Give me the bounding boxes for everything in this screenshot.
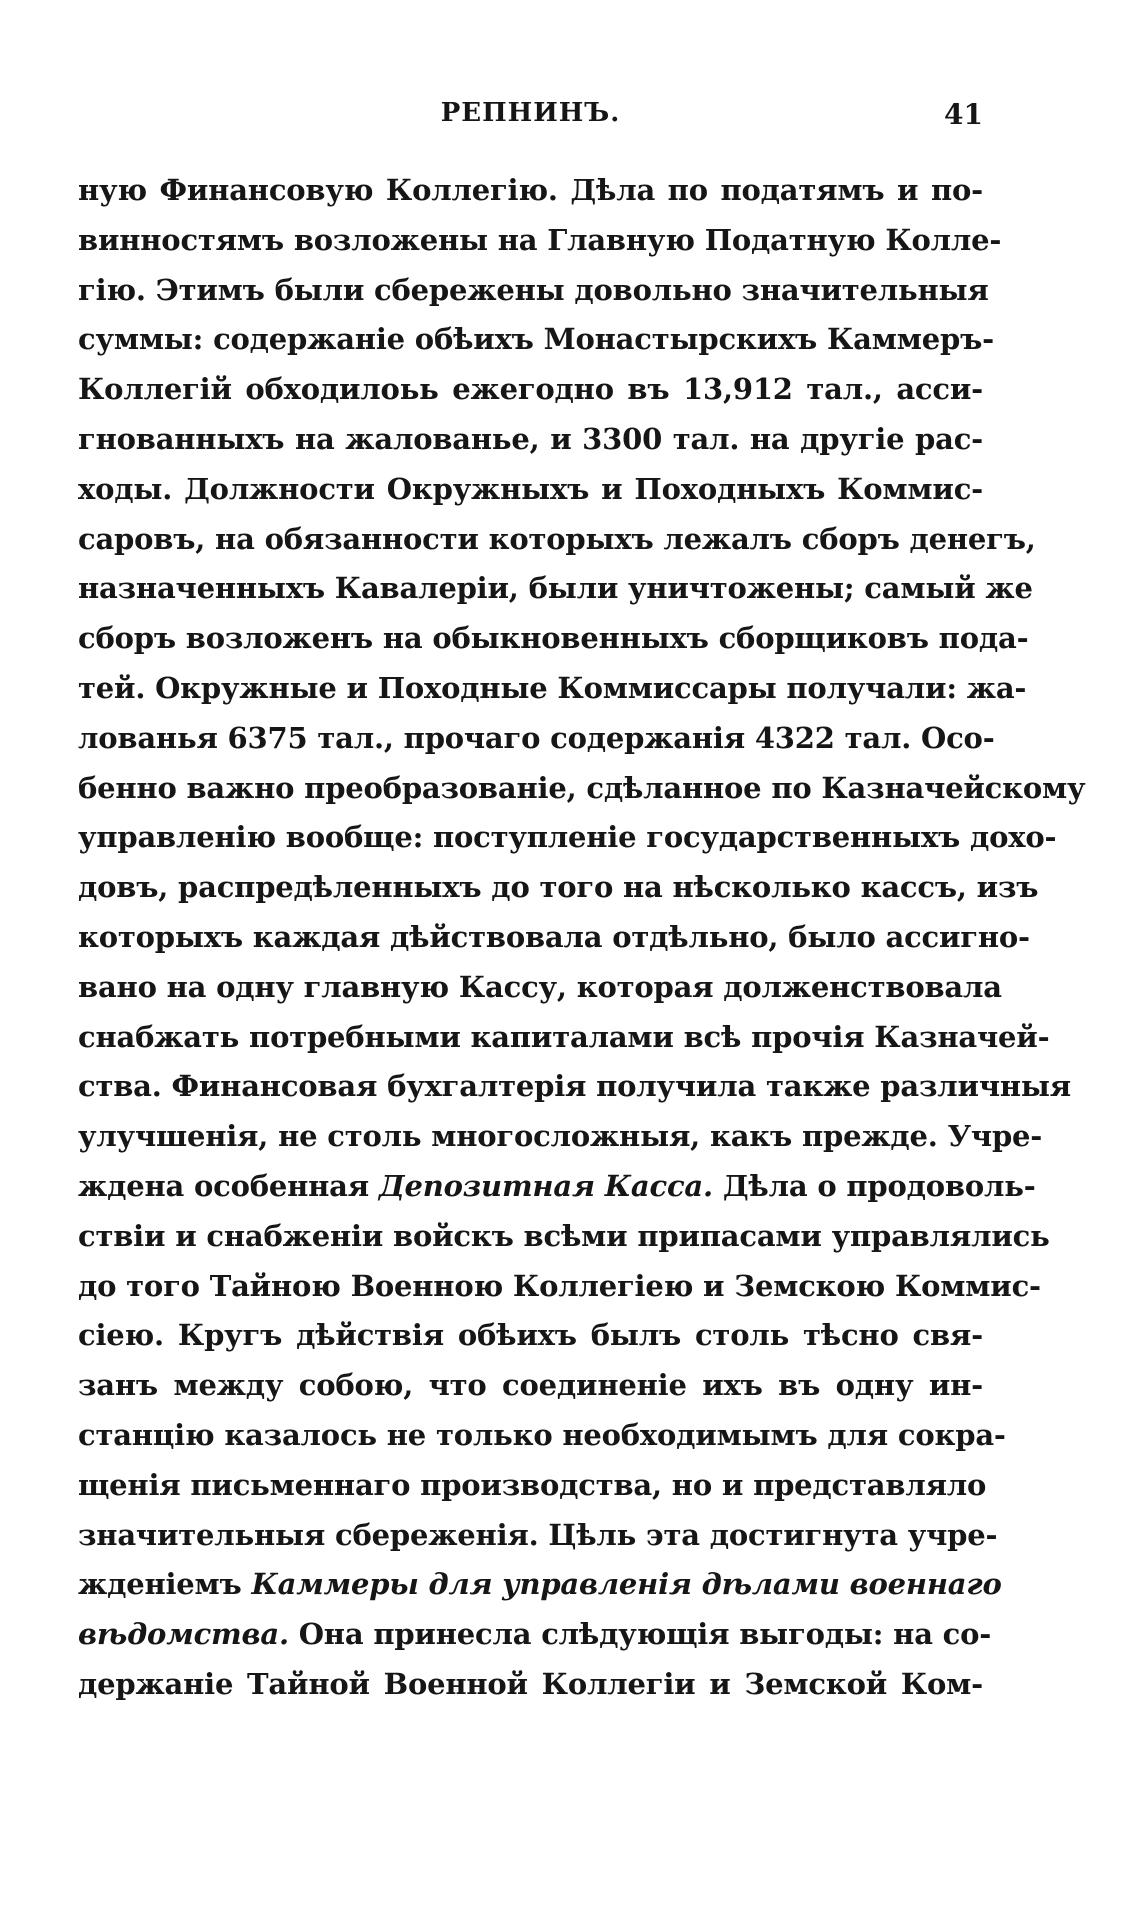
text-run: занъ между собою, что соединеніе ихъ въ одну ин- xyxy=(78,1368,983,1403)
text-line xyxy=(78,813,1057,863)
text-run: тей. Окружные и Походные Коммиссары получали: жа- xyxy=(78,670,1027,705)
text-line xyxy=(78,1311,983,1361)
text-line xyxy=(78,913,1030,963)
text-run: управленію вообще: поступленіе государственныхъ дохо- xyxy=(78,820,1057,855)
text-line xyxy=(78,1162,1036,1212)
text-line xyxy=(78,1212,1050,1262)
italic-text-run: Депозитная Касса. xyxy=(378,1168,713,1203)
text-run: бенно важно преобразованіе, сдѣланное по Казначейскому xyxy=(78,770,1086,805)
text-run: Коллегій обходилоьь ежегодно въ 13,912 тал., асси- xyxy=(78,372,983,407)
text-run: значительныя сбереженія. Цѣль эта достигнута учре- xyxy=(78,1517,998,1552)
text-line xyxy=(78,1411,1006,1461)
text-run: винностямъ возложены на Главную Податную Колле- xyxy=(78,222,1002,257)
page-number: 41 xyxy=(944,98,983,131)
text-line xyxy=(78,963,1002,1013)
text-line xyxy=(78,515,1036,565)
text-line xyxy=(78,1610,992,1660)
text-line xyxy=(78,1560,1002,1610)
text-run: ствіи и снабженіи войскъ всѣми припасами управлялись xyxy=(78,1218,1050,1253)
text-line xyxy=(78,266,989,316)
text-run: улучшенія, не столь многосложныя, какъ прежде. Учре- xyxy=(78,1119,1043,1154)
text-run: до того Тайною Военною Коллегіею и Земскою Коммис- xyxy=(78,1268,1041,1303)
text-run: ходы. Должности Окружныхъ и Походныхъ Коммис- xyxy=(78,471,983,506)
text-run: ждена особенная xyxy=(78,1168,379,1203)
text-line xyxy=(78,564,1033,614)
text-run: назначенныхъ Кавалеріи, были уничтожены; самый же xyxy=(78,571,1033,606)
text-run: сіею. Кругъ дѣйствія обѣихъ былъ столь тѣсно свя- xyxy=(78,1318,983,1353)
text-line xyxy=(78,863,1039,913)
text-line xyxy=(78,365,983,415)
text-line xyxy=(78,1511,998,1561)
text-line xyxy=(78,1013,1050,1063)
text-run: ную Финансовую Коллегію. Дѣла по податямъ и по- xyxy=(78,173,983,207)
text-line xyxy=(78,714,995,764)
text-line xyxy=(78,166,983,216)
text-run: сборъ возложенъ на обыкновенныхъ сборщиковъ пода- xyxy=(78,621,1029,656)
text-run: вано на одну главную Кассу, которая долженствовала xyxy=(78,969,1002,1004)
text-line xyxy=(78,415,983,465)
text-run: щенія письменнаго производства, но и представляло xyxy=(78,1467,987,1502)
body-text xyxy=(78,166,1086,1710)
text-run: Она принесла слѣдующія выгоды: на со- xyxy=(288,1617,992,1652)
text-run: станцію казалось не только необходимымъ для сокра- xyxy=(78,1417,1006,1452)
text-line xyxy=(78,1062,1071,1112)
text-line xyxy=(78,216,1002,266)
running-title: РЕПНИНЪ. xyxy=(440,98,621,128)
text-line xyxy=(78,1461,987,1511)
text-run: гнованныхъ на жалованье, и 3300 тал. на другіе рас- xyxy=(78,421,983,456)
text-run: довъ, распредѣленныхъ до того на нѣсколько кассъ, изъ xyxy=(78,870,1039,905)
text-run: держаніе Тайной Военной Коллегіи и Земской Ком- xyxy=(78,1666,983,1701)
text-run: суммы: содержаніе обѣихъ Монастырскихъ Каммеръ- xyxy=(78,322,994,357)
text-run: ства. Финансовая бухгалтерія получила также различныя xyxy=(78,1069,1071,1104)
text-run: жденіемъ xyxy=(78,1567,252,1602)
text-line xyxy=(78,1660,983,1710)
text-line xyxy=(78,764,1086,814)
text-run: Дѣла о продоволь- xyxy=(712,1168,1036,1203)
text-run: гію. Этимъ были сбережены довольно значительныя xyxy=(78,272,989,307)
text-run: которыхъ каждая дѣйствовала отдѣльно, было ассигно- xyxy=(78,919,1030,954)
italic-text-run: вѣдомства. xyxy=(78,1617,289,1652)
italic-text-run: Каммеры для управленія дѣлами военнаго xyxy=(251,1567,1002,1602)
text-line xyxy=(78,1262,1041,1312)
text-line xyxy=(78,465,983,515)
text-line xyxy=(78,614,1029,664)
text-line xyxy=(78,1361,983,1411)
text-run: снабжать потребными капиталами всѣ прочія Казначей- xyxy=(78,1019,1050,1054)
text-line xyxy=(78,664,1027,714)
text-run: саровъ, на обязанности которыхъ лежалъ сборъ денегъ, xyxy=(78,521,1036,556)
running-head xyxy=(78,98,983,138)
text-line xyxy=(78,315,994,365)
text-run: лованья 6375 тал., прочаго содержанія 4322 тал. Осо- xyxy=(78,720,995,755)
text-line xyxy=(78,1112,1043,1162)
